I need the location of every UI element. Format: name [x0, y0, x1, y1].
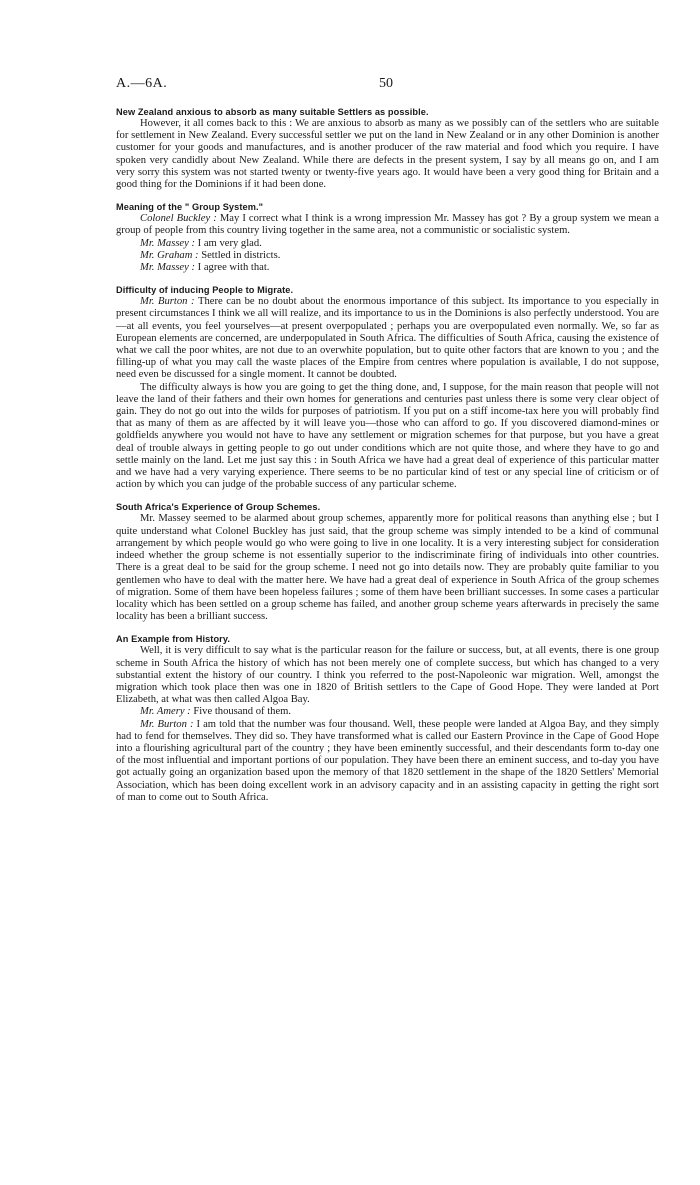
paragraph-text: The difficulty always is how you are going to get the thing done, and, I suppose, for the main reason that people will not leave the land of their fathers and their own homes for generations and centuries past unless there is some very clear object of gain. They do not go out into the wilds for purposes of patriotism. If you put on a stiff income-tax here you will probably find that as many of them as are affected by it will leave you—those who can afford to go. If you discovered diamond-mines or goldfields anywhere you would not have to have any settlement or migration schemes for that purpose, but you have a great deal of trouble always in getting people to go out under conditions which are not quite those, and where they have to go and settle mainly on the land. Let me just say this : in South Africa we have had a great deal of experience of this particular matter and we have had a very varying experience. There seems to be no particular kind of test or any special line of criticism or of action by which you can judge of the probable success of any particular scheme. — [116, 381, 659, 491]
speaker-name: Mr. Massey : — [140, 262, 196, 274]
speaker-name: Mr. Massey : — [140, 237, 196, 249]
speaker-name: Mr. Burton : — [140, 718, 194, 730]
paragraph-text: I agree with that. — [195, 262, 270, 274]
paragraph — [116, 213, 659, 237]
section-heading: New Zealand anxious to absorb as many suitable Settlers as possible. — [116, 107, 429, 117]
speaker-name: Colonel Buckley : — [140, 213, 217, 225]
speaker-name: Mr. Graham : — [140, 249, 199, 261]
paragraph — [116, 262, 659, 274]
section-heading: Meaning of the " Group System." — [116, 202, 264, 213]
paragraph-text: Five thousand of them. — [190, 706, 292, 718]
paragraph-text: There can be no doubt about the enormous importance of this subject. Its importance to you especially in present circumstances I think we all will realize, and its importance to us in the Dominions is also perfectly understood. You are—at all events, you feel yourselves—at present overpopulated ; perhaps you are overpopulated even normally. We, so far as European elements are concerned, are underpopulated in South Africa. The difficulties of South Africa, causing the existence of what we call the poor whites, are not due to an overwhite population, but to quite other factors that are known to you ; and the filling-up of what you may call the waste places of the Empire from centres where population is available, I do not suppose, need even be discussed for a single moment. It cannot be doubted. — [116, 296, 659, 381]
document-reference: A.—6A. — [116, 76, 168, 91]
paragraph — [116, 719, 659, 804]
paragraph-text: I am told that the number was four thousand. Well, these people were landed at Algoa Bay, and they simply had to fend for themselves. They did so. They have transformed what is called our Eastern Province in the Cape of Good Hope into a flourishing agricultural part of the country ; they have been eminently successful, and their descendants form to-day one of the most influential and important portions of our population. They have been there an eminent success, and to-day you have got actually going an organization based upon the memory of that 1820 settlement in the shape of the 1820 Settlers' Memorial Association, which has been doing excellent work in an advisory capacity and in an assisting capacity in getting the right sort of man to come out to South Africa. — [116, 718, 659, 803]
section-heading: South Africa's Experience of Group Schemes. — [116, 502, 321, 513]
document-body — [116, 107, 659, 804]
paragraph — [116, 238, 659, 250]
paragraph-text: I am very glad. — [195, 237, 262, 249]
paragraph — [116, 296, 659, 381]
paragraph — [116, 706, 659, 718]
paragraph-text: However, it all comes back to this : We are anxious to absorb as many as we possibly can of the settlers who are suitable for settlement in New Zealand. Every successful settler we put on the land in New Zealand or in any other Dominion is another customer for your goods and manufactures, and is another producer of the raw material and food which you require. I have spoken very candidly about New Zealand. While there are defects in the present system, I say by all means go on, and I am very sorry this system was not started twenty or twenty-five years ago. It would have been a very good thing for Britain and a good thing for the Dominions if it had been done. — [116, 118, 659, 191]
paragraph-text: May I correct what I think is a wrong impression Mr. Massey has got ? By a group system we mean a group of people from this country living together in the same area, not a communistic or socialistic system. — [116, 213, 659, 237]
paragraph-text: Settled in districts. — [198, 249, 281, 261]
paragraph-text: Mr. Massey seemed to be alarmed about group schemes, apparently more for political reasons than anything else ; but I quite understand what Colonel Buckley has just said, that the group scheme was simply intended to be a kind of communal arrangement by which people would go who were going to live in one locality. It is a very interesting subject for consideration indeed whether the group scheme is not essentially superior to the indiscriminate firing of individuals into other countries. There is a great deal to be said for the group scheme. I need not go into details now. They are probably quite familiar to you gentlemen who have to deal with the matter here. We have had a great deal of experience in South Africa of the group schemes of migration. Some of them have been hopeless failures ; some of them have been brilliant successes. In some cases a particular locality which has been settled on a group scheme has failed, and another group scheme years afterwards in precisely the same locality has been a brilliant success. — [116, 513, 659, 623]
speaker-name: Mr. Amery : — [140, 706, 191, 718]
paragraph — [116, 118, 659, 191]
speaker-name: Mr. Burton : — [140, 296, 195, 308]
paragraph — [116, 382, 659, 492]
paragraph-text: Well, it is very difficult to say what is the particular reason for the failure or success, but, at all events, there is one group scheme in South Africa the history of which has not been merely one of complete success, but which has changed to a very substantial extent the history of our country. I think you referred to the post-Napoleonic war migration. Well, amongst the migration which took place then was one in 1820 of British settlers to the Cape of Good Hope. They were landed at Port Elizabeth, at what was then called Algoa Bay. — [116, 645, 659, 706]
section-heading: Difficulty of inducing People to Migrate. — [116, 285, 294, 296]
page-header — [116, 76, 656, 92]
section-heading: An Example from History. — [116, 634, 231, 645]
paragraph — [116, 513, 659, 623]
paragraph — [116, 645, 659, 706]
page-number: 50 — [379, 76, 393, 91]
paragraph — [116, 250, 659, 262]
